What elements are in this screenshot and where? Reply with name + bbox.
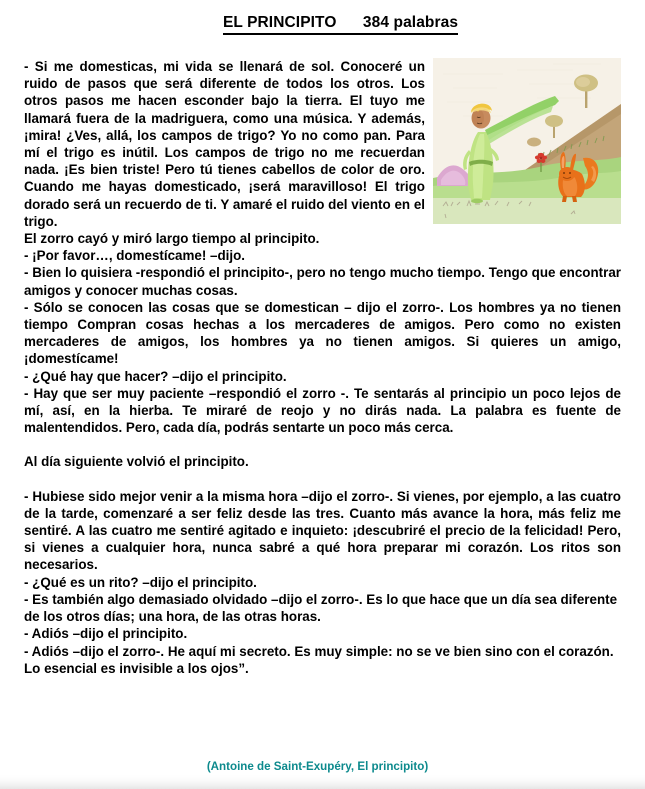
paragraph: - Bien lo quisiera -respondió el principito-, pero no tengo mucho tiempo. Tengo que encontrar amigos y conocer muchas cosas. xyxy=(24,265,621,298)
paragraph: - Hay que ser muy paciente –respondió el zorro -. Te sentarás al principio un poco lejos de mí, así, en la hierba. Te miraré de reojo y no dirás nada. La palabra es fuente de malentendidos. Pero, cada día, podrás sentarte un poco más cerca. xyxy=(24,385,621,436)
paragraph: - Es también algo demasiado olvidado –dijo el zorro-. Es lo que hace que un día sea diferente de los otros días; una hora, de las otras horas. xyxy=(24,591,618,625)
paragraph-spacer xyxy=(24,436,621,453)
little-prince-and-fox-illustration xyxy=(433,58,621,224)
paragraph: - Hubiese sido mejor venir a la misma hora –dijo el zorro-. Si vienes, por ejemplo, a las cuatro de la tarde, comenzaré a ser feliz desde las tres. Cuanto más avance la hora, más feliz me sentiré. A las cuatro me sentiré agitado e inquieto: ¡descubriré el precio de la felicidad! Pero, si vienes a cualquier hora, nunca sabré a qué hora preparar mi corazón. Los ritos son necesarios. xyxy=(24,488,621,573)
paragraph-spacer xyxy=(24,471,621,488)
paragraph: - Si me domesticas, mi vida se llenará de sol. Conoceré un ruido de pasos que será diferente de todos los otros. Los otros pasos me hacen esconder bajo la tierra. El tuyo me llamará fuera de la madriguera, como una música. Y además, ¡mira! ¿Ves, allá, los campos de trigo? Yo no como pan. Para mí el trigo es inútil. Los campos de trigo no me recuerdan nada. ¡Es bien triste! Pero tú tienes cabellos de color de oro. Cuando me hayas domesticado, ¡será maravilloso! El trigo dorado será un recuerdo de ti. Y amaré el ruido del viento en el trigo. xyxy=(24,59,425,229)
paragraph: - ¿Qué hay que hacer? –dijo el principito. xyxy=(24,368,287,384)
paragraph: - ¿Qué es un rito? –dijo el principito. xyxy=(24,574,257,590)
attribution-line: (Antoine de Saint-Exupéry, El principito) xyxy=(206,760,429,773)
paragraph: El zorro cayó y miró largo tiempo al principito. xyxy=(24,231,320,247)
paragraph: - ¡Por favor…, domestícame! –dijo. xyxy=(24,248,245,264)
page-bottom-shadow xyxy=(0,775,645,789)
document-body xyxy=(24,58,621,677)
paragraph: - Adiós –dijo el zorro-. He aquí mi secreto. Es muy simple: no se ve bien sino con el corazón. Lo esencial es invisible a los ojos”. xyxy=(24,643,614,676)
paragraph: - Sólo se conocen las cosas que se domestican – dijo el zorro-. Los hombres ya no tienen tiempo Compran cosas hechas a los mercaderes de amigos. Pero como no existen mercaderes de amigos, los hombres ya no tienen amigos. Si quieres un amigo, ¡domestícame! xyxy=(24,299,621,367)
document-title-row xyxy=(0,14,645,35)
page-title: EL PRINCIPITO 384 palabras xyxy=(223,14,458,35)
paragraph: - Adiós –dijo el principito. xyxy=(24,626,188,642)
illustration-artwork xyxy=(433,58,621,224)
paragraph: Al día siguiente volvió el principito. xyxy=(24,454,249,470)
